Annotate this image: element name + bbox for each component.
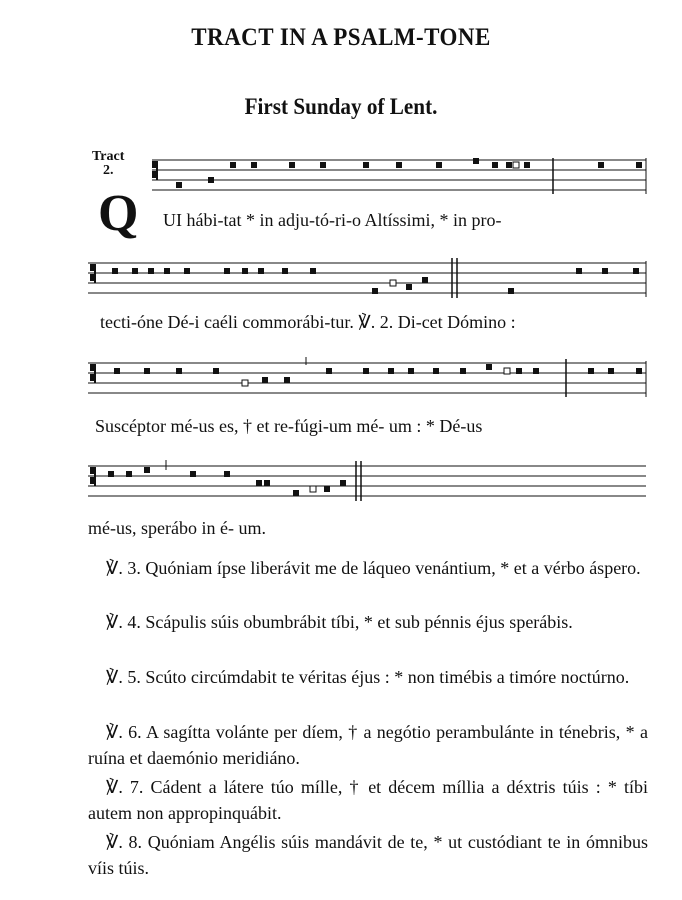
staff-2 [88, 255, 648, 305]
staff-1-svg [88, 149, 648, 202]
page-subtitle: First Sunday of Lent. [244, 94, 438, 119]
lyric-line-3: Suscéptor mé-us es, † et re-fúgi-um mé- um : * Dé-us [95, 416, 483, 436]
verse-3-text: Quóniam ípse liberávit me de láqueo venántium, * et a vérbo áspero. [145, 558, 641, 578]
verse-8 [88, 829, 648, 881]
verse-5 [88, 664, 648, 690]
staff-1 [88, 149, 648, 202]
verse-3-number: ℣. 3. [106, 558, 141, 578]
page-title: TRACT IN A PSALM-TONE [191, 24, 491, 51]
verse-5-text: Scúto circúmdabit te véritas éjus : * non timébis a timóre noctúrno. [145, 667, 630, 687]
lyric-line-1: UI hábi-tat * in adju-tó-ri-o Altíssimi, * in pro- [163, 210, 502, 230]
verse-7-number: ℣. 7. [106, 777, 144, 797]
verse-6 [88, 719, 648, 771]
staff-3 [88, 355, 648, 405]
lyric-line-2: tecti-óne Dé-i caéli commorábi-tur. ℣. 2. Di-cet Dómino : [100, 312, 516, 332]
chant-label-number: 2. [102, 163, 114, 178]
verse-3 [88, 555, 648, 581]
staff-3-svg [88, 355, 648, 405]
staff-2-svg [88, 255, 648, 305]
verse-4-text: Scápulis súis obumbrábit tíbi, * et sub pénnis éjus sperábis. [145, 612, 573, 632]
staff-4 [88, 458, 648, 508]
verse-4-number: ℣. 4. [106, 612, 141, 632]
initial-letter: Q [98, 185, 139, 242]
verse-6-number: ℣. 6. [106, 722, 142, 742]
chant-label-type: Tract [92, 149, 125, 164]
verse-7-text: Cádent a látere túo mílle, † et décem míllia a déxtris túis : * tíbi autem non appropinquábit. [88, 777, 648, 823]
verse-5-number: ℣. 5. [106, 667, 141, 687]
lyric-line-4: mé-us, sperábo in é- um. [88, 518, 266, 538]
verse-4 [88, 609, 648, 635]
verse-8-number: ℣. 8. [106, 832, 143, 852]
verse-7 [88, 774, 648, 826]
verse-6-text: A sagítta volánte per díem, † a negótio perambulánte in ténebris, * a ruína et daemónio meridiáno. [88, 722, 648, 768]
staff-4-svg [88, 458, 648, 508]
verse-8-text: Quóniam Angélis súis mandávit de te, * ut custódiant te in ómnibus víis túis. [88, 832, 648, 878]
